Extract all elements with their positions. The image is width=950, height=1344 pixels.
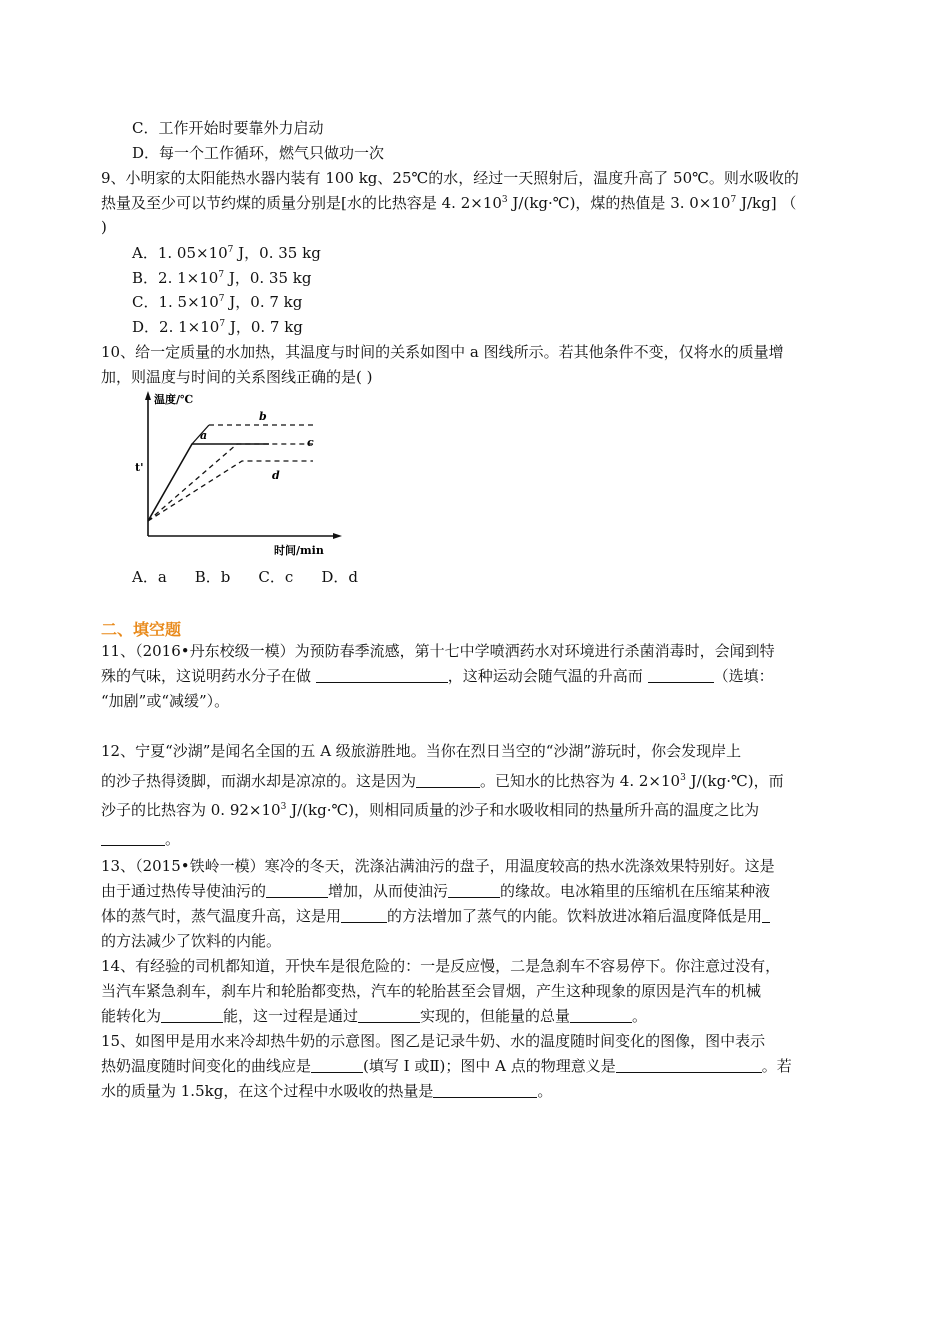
blank[interactable]	[161, 1008, 223, 1023]
q11-line1: 11、（2016•丹东校级一模）为预防春季流感，第十七中学喷洒药水对环境进行杀菌消毒时，会闻到特	[101, 642, 775, 660]
x-axis-arrow	[333, 533, 342, 539]
y-axis-arrow	[145, 391, 151, 400]
q10-option-a: A．a	[132, 568, 167, 586]
q9-stem-line3: )	[101, 218, 107, 236]
curve-d	[148, 461, 313, 521]
q13-line1: 13、（2015•铁岭一模）寒冷的冬天，洗涤沾满油污的盘子，用温度较高的热水洗涤效果特别好。这是	[101, 857, 775, 875]
blank[interactable]	[648, 668, 714, 683]
q12-line1: 12、宁夏“沙湖”是闻名全国的五 A 级旅游胜地。当你在烈日当空的“沙湖”游玩时，你会发现岸上	[101, 742, 742, 760]
tick-label-t: t'	[135, 461, 144, 474]
q10-stem-line1: 10、给一定质量的水加热，其温度与时间的关系如图中 a 图线所示。若其他条件不变，仅将水的质量增	[101, 343, 784, 361]
curve-label-c: c	[307, 436, 314, 449]
blank[interactable]	[433, 1083, 537, 1098]
q15-line1: 15、如图甲是用水来冷却热牛奶的示意图。图乙是记录牛奶、水的温度随时间变化的图像，图中表示	[101, 1032, 766, 1050]
q10-option-b: B．b	[194, 568, 231, 586]
blank[interactable]	[358, 1008, 420, 1023]
blank[interactable]	[311, 1058, 363, 1073]
q11-line3: “加剧”或“减缓”）。	[101, 692, 230, 710]
q10-option-d: D．d	[321, 568, 358, 586]
blank[interactable]	[101, 831, 165, 846]
temperature-time-graph	[127, 388, 342, 558]
q14-line1: 14、有经验的司机都知道，开快车是很危险的：一是反应慢，二是急刹车不容易停下。你注意过没有，	[101, 957, 781, 975]
q9-option-c: C．1. $5\times 10^7$ J，0. 7 kg	[132, 293, 303, 311]
blank[interactable]	[762, 908, 770, 923]
q14-line2: 当汽车紧急刹车，刹车片和轮胎都变热，汽车的轮胎甚至会冒烟，产生这种现象的原因是汽车的机械	[101, 982, 762, 1000]
q9-stem-line1: 9、小明家的太阳能热水器内装有 100 kg、25℃的水，经过一天照射后，温度升高了 50℃。则水吸收的	[101, 169, 799, 187]
q9-option-d: D．2. $1\times 10^7$ J，0. 7 kg	[132, 318, 303, 336]
blank[interactable]	[616, 1058, 762, 1073]
blank[interactable]	[416, 773, 480, 788]
q15-line3: 水的质量为 1.5kg，在这个过程中水吸收的热量是 。	[101, 1082, 553, 1100]
q11-line2: 殊的气味，这说明药水分子在做 ，这种运动会随气温的升高而 （选填：	[101, 667, 774, 685]
q10-option-c: C．c	[258, 568, 294, 586]
blank[interactable]	[570, 1008, 632, 1023]
section-title-fill-in: 二、填空题	[101, 620, 182, 639]
q8-option-c: C．工作开始时要靠外力启动	[132, 119, 324, 137]
curve-label-b: b	[259, 410, 267, 423]
blank[interactable]	[266, 883, 328, 898]
q10-stem-line2: 加，则温度与时间的关系图线正确的是( )	[101, 368, 373, 386]
curve-label-a: a	[200, 429, 208, 442]
q13-line3: 体的蒸气时，蒸气温度升高，这是用 的方法增加了蒸气的内能。饮料放进冰箱后温度降低是用	[101, 905, 770, 927]
q9-stem-line2: 热量及至少可以节约煤的质量分别是[水的比热容是 4. $2\times 10^3$ J/(kg·℃)，煤的热值是 3. $0\times 10^7$ J/kg] （	[101, 194, 797, 212]
blank[interactable]	[341, 908, 387, 923]
q13-line4: 的方法减少了饮料的内能。	[101, 932, 282, 950]
q12-line3: 沙子的比热容为 0. $92\times 10^3$ J/(kg·℃)，则相同质量的沙子和水吸收相同的热量所升高的温度之比为	[101, 801, 760, 819]
q9-option-b: B．2. $1\times 10^7$ J，0. 35 kg	[132, 269, 312, 287]
x-axis-label: 时间/min	[274, 544, 324, 557]
blank[interactable]	[448, 883, 500, 898]
q8-option-d: D．每一个工作循环，燃气只做功一次	[132, 144, 385, 162]
q12-line2: 的沙子热得烫脚，而湖水却是凉凉的。这是因为 。已知水的比热容为 4. $2\times 10^3$ J/(kg·℃)，而	[101, 772, 784, 790]
q14-line3: 能转化为 能，这一过程是通过 实现的，但能量的总量 。	[101, 1007, 648, 1025]
blank[interactable]	[316, 668, 448, 683]
q15-line2: 热奶温度随时间变化的曲线应是 (填写 I 或Ⅱ)；图中 A 点的物理意义是 。若	[101, 1057, 792, 1075]
q12-line4: 。	[101, 828, 180, 850]
q10-options	[132, 566, 358, 588]
curve-label-d: d	[272, 469, 280, 482]
q13-line2: 由于通过热传导使油污的 增加，从而使油污 的缘故。电冰箱里的压缩机在压缩某种液	[101, 882, 771, 900]
curve-c	[148, 444, 313, 521]
q9-option-a: A．1. $05\times 10^7$ J，0. 35 kg	[132, 244, 321, 262]
y-axis-label: 温度/℃	[154, 393, 194, 406]
